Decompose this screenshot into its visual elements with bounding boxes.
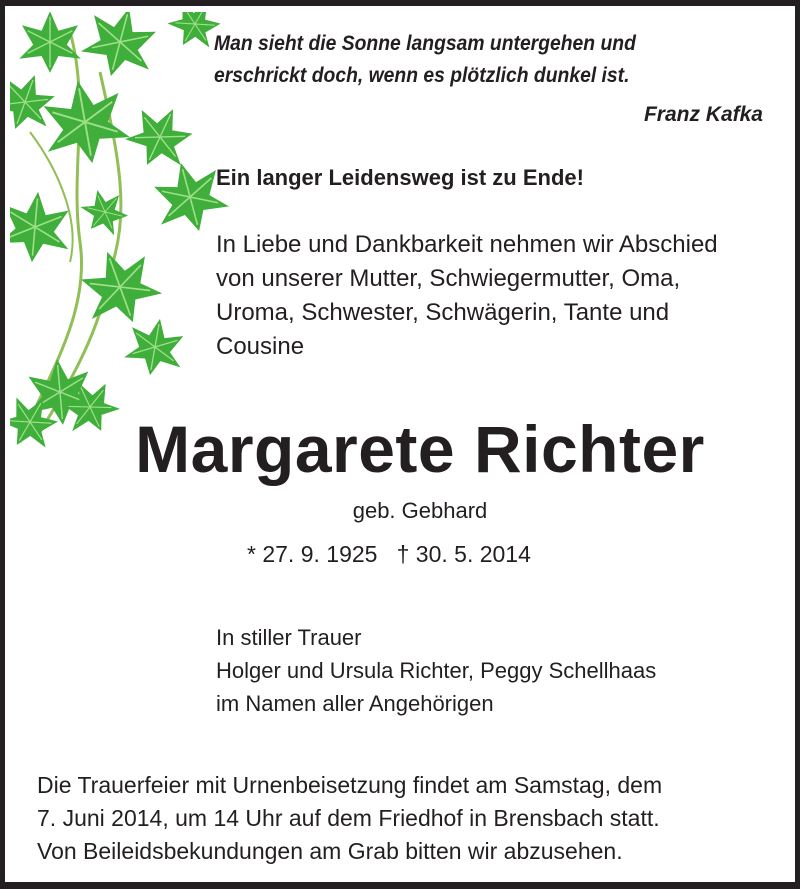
intro-line: Uroma, Schwester, Schwägerin, Tante und <box>216 299 670 326</box>
farewell-intro <box>216 228 718 364</box>
deceased-name: Margarete Richter <box>135 412 705 486</box>
mourners-signature <box>216 621 656 720</box>
mourners-line: Holger und Ursula Richter, Peggy Schellhaas <box>216 658 657 683</box>
birth-name: geb. Gebhard <box>352 498 488 523</box>
quote-line: Man sieht die Sonne langsam untergehen und <box>214 32 636 55</box>
funeral-details <box>37 769 662 868</box>
ceremony-line: Von Beileidsbekundungen am Grab bitten wir abzusehen. <box>37 838 623 864</box>
mourners-line: im Namen aller Angehörigen <box>216 691 494 716</box>
quote-line: erschrickt doch, wenn es plötzlich dunkel ist. <box>214 64 630 87</box>
ceremony-line: Die Trauerfeier mit Urnenbeisetzung findet am Samstag, dem <box>37 772 663 798</box>
headline: Ein langer Leidensweg ist zu Ende! <box>216 165 584 190</box>
kafka-quote <box>214 28 729 92</box>
mourners-line: In stiller Trauer <box>216 625 362 650</box>
intro-line: Cousine <box>216 333 305 360</box>
intro-line: In Liebe und Dankbarkeit nehmen wir Abschied <box>216 231 718 258</box>
ceremony-line: 7. Juni 2014, um 14 Uhr auf dem Friedhof in Brensbach statt. <box>37 805 660 831</box>
ivy-decoration-icon <box>10 12 240 452</box>
intro-line: von unserer Mutter, Schwiegermutter, Oma, <box>216 265 681 292</box>
quote-author: Franz Kafka <box>643 103 763 126</box>
life-dates: * 27. 9. 1925 † 30. 5. 2014 <box>247 541 531 567</box>
